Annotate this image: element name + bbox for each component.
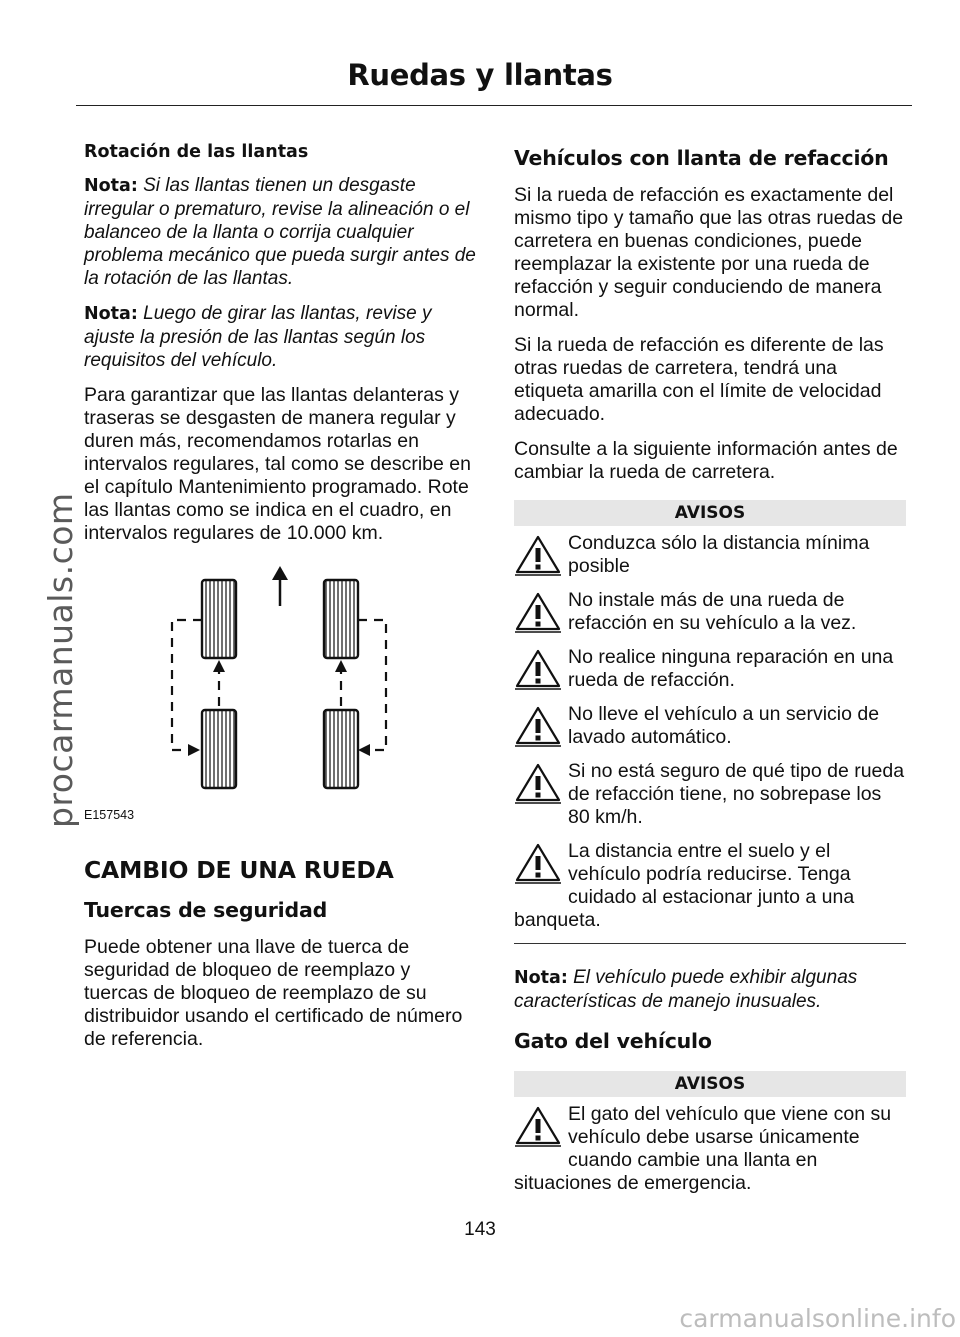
warnings-list (514, 532, 906, 829)
page-title: Ruedas y llantas (347, 58, 613, 92)
warning-text: Si no está seguro de qué tipo de rueda de refacción tiene, no sobrepase los 80 km/h. (568, 760, 905, 828)
tire-front-left (202, 580, 236, 658)
warnings-divider (514, 943, 906, 944)
warning-text: No lleve el vehículo a un servicio de lavado automático. (568, 703, 880, 748)
tire-front-right (324, 580, 358, 658)
warning-item (514, 760, 906, 829)
warning-text: La distancia entre el suelo y el vehículo podría reducirse. Tenga cuidado al estacionar junto a una (568, 840, 855, 908)
spare-wheel-heading: Vehículos con llanta de refacción (514, 146, 889, 170)
spare-paragraph-2: Si la rueda de refacción es diferente de las otras ruedas de carretera, tendrá una etiqueta amarilla con el límite de velocidad adecuado. (514, 334, 884, 425)
tire-rotation-diagram (84, 560, 476, 830)
warning-text: Conduzca sólo la distancia mínima posible (568, 532, 870, 577)
note-label: Nota: (514, 968, 568, 988)
warning-item (514, 703, 906, 749)
rotation-paragraph: Para garantizar que las llantas delanteras y traseras se desgasten de manera regular y duren más, recomendamos rotarlas en intervalos regulares, tal como se describe en el capítulo Mantenimiento programado. Rote las llantas como se indica en el cuadro, en intervalos regulares de 10.000 km. (84, 384, 471, 544)
warning-item (514, 646, 906, 692)
jack-warnings-title: AVISOS (514, 1071, 906, 1097)
tire-rear-left (202, 710, 236, 788)
header-divider (76, 105, 912, 106)
warning-text: No realice ninguna reparación en una rueda de refacción. (568, 646, 894, 691)
left-column-lower (84, 856, 476, 1051)
note-label: Nota: (84, 176, 138, 196)
warning-text: No instale más de una rueda de refacción en su vehículo a la vez. (568, 589, 857, 634)
forward-arrow-icon (272, 566, 288, 606)
note-label: Nota: (84, 304, 138, 324)
bottom-watermark: carmanualsonline.info (679, 1304, 956, 1333)
note-text: Luego de girar las llantas, revise y ajuste la presión de las llantas según los requisitos del vehículo. (84, 303, 432, 371)
warning-item (514, 1103, 906, 1195)
diagram-code: E157543 (84, 808, 135, 822)
warning-icon (514, 705, 562, 747)
page-number: 143 (464, 1219, 496, 1240)
warning-item (514, 532, 906, 578)
spare-paragraph-1: Si la rueda de refacción es exactamente del mismo tipo y tamaño que las otras ruedas de carretera en buenas condiciones, puede reemplazar la existente por una rueda de refacción y seguir conduciendo de manera normal. (514, 184, 904, 321)
warning-icon (514, 842, 562, 884)
warning-icon (514, 534, 562, 576)
rotation-heading: Rotación de las llantas (84, 142, 309, 162)
note-irregular-wear (84, 174, 476, 290)
warning-item (514, 589, 906, 635)
right-column (514, 142, 906, 1206)
left-column (84, 142, 476, 545)
warning-text: El gato del vehículo que viene con su vehículo debe usarse únicamente cuando cambie una llanta en (568, 1103, 892, 1171)
security-nuts-heading: Tuercas de seguridad (84, 898, 328, 922)
warning-item (514, 840, 906, 932)
warning-text-cont: banqueta. (514, 909, 601, 931)
note-handling (514, 966, 906, 1013)
warning-icon (514, 1105, 562, 1147)
jack-heading: Gato del vehículo (514, 1029, 712, 1053)
note-text: El vehículo puede exhibir algunas características de manejo inusuales. (514, 967, 858, 1012)
tire-rear-right (324, 710, 358, 788)
warning-text-cont: situaciones de emergencia. (514, 1172, 752, 1194)
warning-icon (514, 648, 562, 690)
warning-icon (514, 591, 562, 633)
warnings-title: AVISOS (514, 500, 906, 526)
section-heading: CAMBIO DE UNA RUEDA (84, 856, 394, 884)
spare-paragraph-3: Consulte a la siguiente información antes de cambiar la rueda de carretera. (514, 438, 898, 483)
side-watermark: procarmanuals.com (41, 492, 80, 828)
note-text: Si las llantas tienen un desgaste irregular o prematuro, revise la alineación o el balanceo de la llanta o corrija cualquier problema mecánico que pueda surgir antes de la rotación de las llantas. (84, 175, 476, 289)
security-nuts-paragraph: Puede obtener una llave de tuerca de seguridad de bloqueo de reemplazo y tuercas de bloqueo de reemplazo de su distribuidor usando el certificado de número de referencia. (84, 936, 463, 1050)
note-tire-pressure (84, 302, 476, 372)
warning-icon (514, 762, 562, 804)
